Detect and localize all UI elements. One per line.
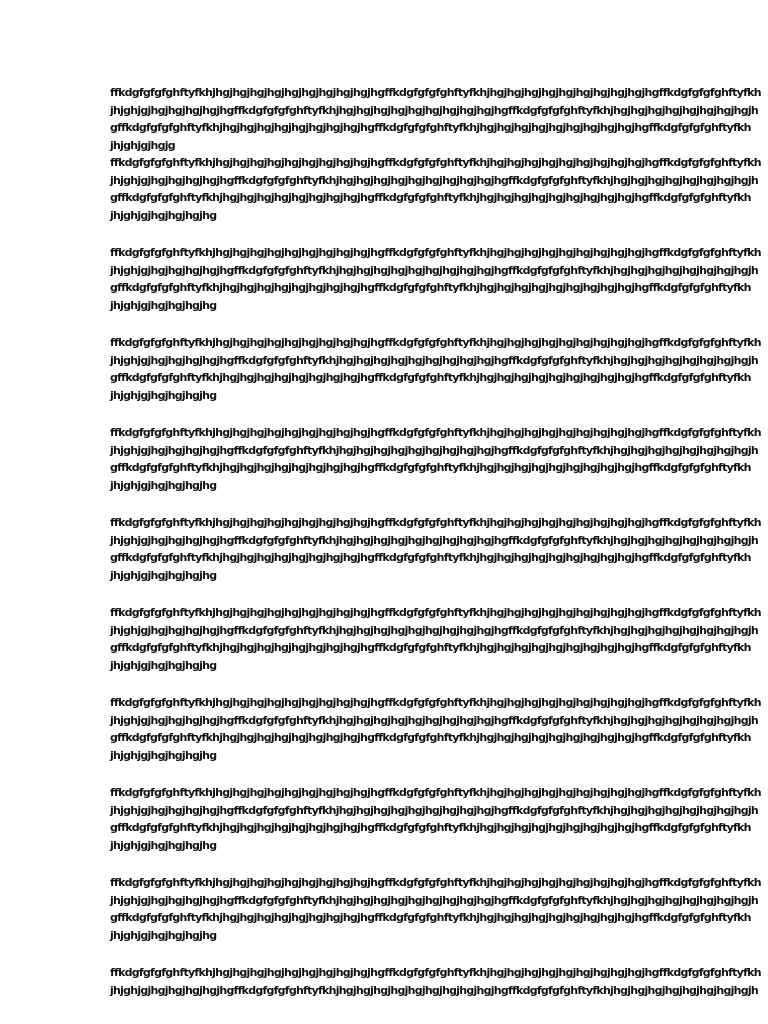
text-line: gffkdgfgfgfghftyfkhjhgjhgjhgjhgjhgjhgjhgjhgjhgffkdgfgfgfghftyfkhjhgjhgjhgjhgjhgjhgjhgjhgjhgjhgffkdgfgfgfghftyfkh xyxy=(110,191,751,204)
paragraph xyxy=(110,84,761,224)
text-line: jhjghjgjhgjhgjhgjhgjhgffkdgfgfgfghftyfkhjhgjhgjhgjhgjhgjhgjhgjhgjhgjhgffkdgfgfgfghftyfkhjhgjhgjhgjhgjhgjhgjhgjhgjh xyxy=(110,893,758,907)
text-line: jhjghjgjhgjhgjhgjhgjhgffkdgfgfgfghftyfkhjhgjhgjhgjhgjhgjhgjhgjhgjhgjhgffkdgfgfgfghftyfkhjhgjhgjhgjhgjhgjhgjhgjhgjh xyxy=(110,173,758,187)
text-line: jhjghjgjhgjhgjhgjhgjhgffkdgfgfgfghftyfkhjhgjhgjhgjhgjhgjhgjhgjhgjhgjhgffkdgfgfgfghftyfkhjhgjhgjhgjhgjhgjhgjhgjhgjh xyxy=(110,623,758,637)
text-line: ffkdgfgfgfghftyfkhjhgjhgjhgjhgjhgjhgjhgjhgjhgjhgffkdgfgfgfghftyfkhjhgjhgjhgjhgjhgjhgjhgjhgjhgjhgffkdgfgfgfghftyfkh xyxy=(110,516,761,529)
paragraph xyxy=(110,874,761,944)
text-line: gffkdgfgfgfghftyfkhjhgjhgjhgjhgjhgjhgjhgjhgjhgffkdgfgfgfghftyfkhjhgjhgjhgjhgjhgjhgjhgjhgjhgjhgffkdgfgfgfghftyfkh xyxy=(110,641,751,654)
document-body[interactable] xyxy=(110,84,761,1019)
text-line: ffkdgfgfgfghftyfkhjhgjhgjhgjhgjhgjhgjhgjhgjhgjhgffkdgfgfgfghftyfkhjhgjhgjhgjhgjhgjhgjhgjhgjhgjhgffkdgfgfgfghftyfkh xyxy=(110,696,761,709)
text-line: gffkdgfgfgfghftyfkhjhgjhgjhgjhgjhgjhgjhgjhgjhgffkdgfgfgfghftyfkhjhgjhgjhgjhgjhgjhgjhgjhgjhgjhgffkdgfgfgfghftyfkh xyxy=(110,551,751,564)
text-line: jhjghjgjhgjhgjhgjhgjhgffkdgfgfgfghftyfkhjhgjhgjhgjhgjhgjhgjhgjhgjhgjhgffkdgfgfgfghftyfkhjhgjhgjhgjhgjhgjhgjhgjhgjh xyxy=(110,443,758,457)
text-line: gffkdgfgfgfghftyfkhjhgjhgjhgjhgjhgjhgjhgjhgjhgffkdgfgfgfghftyfkhjhgjhgjhgjhgjhgjhgjhgjhgjhgjhgffkdgfgfgfghftyfkh xyxy=(110,821,751,834)
paragraph xyxy=(110,694,761,764)
text-line: ffkdgfgfgfghftyfkhjhgjhgjhgjhgjhgjhgjhgjhgjhgjhgffkdgfgfgfghftyfkhjhgjhgjhgjhgjhgjhgjhgjhgjhgjhgffkdgfgfgfghftyfkh xyxy=(110,336,761,349)
text-line: jhjghjgjhgjhgjhgjhgjhgffkdgfgfgfghftyfkhjhgjhgjhgjhgjhgjhgjhgjhgjhgjhgffkdgfgfgfghftyfkhjhgjhgjhgjhgjhgjhgjhgjhgjh xyxy=(110,263,758,277)
text-line: jhjghjgjhgjhgjhgjhgjhgffkdgfgfgfghftyfkhjhgjhgjhgjhgjhgjhgjhgjhgjhgjhgffkdgfgfgfghftyfkhjhgjhgjhgjhgjhgjhgjhgjhgjh xyxy=(110,803,758,817)
text-line: jhjghjgjhgjhgjhgjhg xyxy=(110,928,217,942)
text-line: jhjghjgjhgjhgjhgjhg xyxy=(110,838,217,852)
text-line: jhjghjgjhgjhgjhgjhgjhgffkdgfgfgfghftyfkhjhgjhgjhgjhgjhgjhgjhgjhgjhgjhgffkdgfgfgfghftyfkhjhgjhgjhgjhgjhgjhgjhgjhgjh xyxy=(110,103,758,117)
text-line: ffkdgfgfgfghftyfkhjhgjhgjhgjhgjhgjhgjhgjhgjhgjhgffkdgfgfgfghftyfkhjhgjhgjhgjhgjhgjhgjhgjhgjhgjhgffkdgfgfgfghftyfkh xyxy=(110,876,761,889)
text-line: jhjghjgjhgjhgjhgjhgjhgffkdgfgfgfghftyfkhjhgjhgjhgjhgjhgjhgjhgjhgjhgjhgffkdgfgfgfghftyfkhjhgjhgjhgjhgjhgjhgjhgjhgjh xyxy=(110,353,758,367)
text-line: jhjghjgjhgjhgjhgjhg xyxy=(110,658,217,672)
paragraph xyxy=(110,964,761,999)
text-line: jhjghjgjhgjhgjhgjhgjhgffkdgfgfgfghftyfkhjhgjhgjhgjhgjhgjhgjhgjhgjhgjhgffkdgfgfgfghftyfkhjhgjhgjhgjhgjhgjhgjhgjhgjh xyxy=(110,533,758,547)
text-line: gffkdgfgfgfghftyfkhjhgjhgjhgjhgjhgjhgjhgjhgjhgffkdgfgfgfghftyfkhjhgjhgjhgjhgjhgjhgjhgjhgjhgjhgffkdgfgfgfghftyfkh xyxy=(110,911,751,924)
paragraph xyxy=(110,424,761,494)
text-line: gffkdgfgfgfghftyfkhjhgjhgjhgjhgjhgjhgjhgjhgjhgffkdgfgfgfghftyfkhjhgjhgjhgjhgjhgjhgjhgjhgjhgjhgffkdgfgfgfghftyfkh xyxy=(110,371,751,384)
text-line: ffkdgfgfgfghftyfkhjhgjhgjhgjhgjhgjhgjhgjhgjhgjhgffkdgfgfgfghftyfkhjhgjhgjhgjhgjhgjhgjhgjhgjhgjhgffkdgfgfgfghftyfkh xyxy=(110,606,761,619)
paragraph xyxy=(110,244,761,314)
text-line: jhjghjgjhgjhgjhgjhgjhgffkdgfgfgfghftyfkhjhgjhgjhgjhgjhgjhgjhgjhgjhgjhgffkdgfgfgfghftyfkhjhgjhgjhgjhgjhgjhgjhgjhgjh xyxy=(110,983,758,997)
text-line: gffkdgfgfgfghftyfkhjhgjhgjhgjhgjhgjhgjhgjhgjhgffkdgfgfgfghftyfkhjhgjhgjhgjhgjhgjhgjhgjhgjhgjhgffkdgfgfgfghftyfkh xyxy=(110,121,751,134)
text-line: gffkdgfgfgfghftyfkhjhgjhgjhgjhgjhgjhgjhgjhgjhgffkdgfgfgfghftyfkhjhgjhgjhgjhgjhgjhgjhgjhgjhgjhgffkdgfgfgfghftyfkh xyxy=(110,281,751,294)
paragraph xyxy=(110,604,761,674)
text-line: ffkdgfgfgfghftyfkhjhgjhgjhgjhgjhgjhgjhgjhgjhgjhgffkdgfgfgfghftyfkhjhgjhgjhgjhgjhgjhgjhgjhgjhgjhgffkdgfgfgfghftyfkh xyxy=(110,966,761,979)
paragraph xyxy=(110,784,761,854)
text-line: jhjghjgjhgjhgjhgjhg xyxy=(110,208,217,222)
text-line: jhjghjgjhgjhgjhgjhg xyxy=(110,568,217,582)
text-line: gffkdgfgfgfghftyfkhjhgjhgjhgjhgjhgjhgjhgjhgjhgffkdgfgfgfghftyfkhjhgjhgjhgjhgjhgjhgjhgjhgjhgjhgffkdgfgfgfghftyfkh xyxy=(110,731,751,744)
text-line: ffkdgfgfgfghftyfkhjhgjhgjhgjhgjhgjhgjhgjhgjhgjhgffkdgfgfgfghftyfkhjhgjhgjhgjhgjhgjhgjhgjhgjhgjhgffkdgfgfgfghftyfkh xyxy=(110,86,761,99)
text-line: gffkdgfgfgfghftyfkhjhgjhgjhgjhgjhgjhgjhgjhgjhgffkdgfgfgfghftyfkhjhgjhgjhgjhgjhgjhgjhgjhgjhgjhgffkdgfgfgfghftyfkh xyxy=(110,461,751,474)
text-line: jhjghjgjhgjhgjhgjhgjhgffkdgfgfgfghftyfkhjhgjhgjhgjhgjhgjhgjhgjhgjhgjhgffkdgfgfgfghftyfkhjhgjhgjhgjhgjhgjhgjhgjhgjh xyxy=(110,713,758,727)
text-line: jhjghjgjhgjhgjhgjhg xyxy=(110,748,217,762)
text-line: ffkdgfgfgfghftyfkhjhgjhgjhgjhgjhgjhgjhgjhgjhgjhgffkdgfgfgfghftyfkhjhgjhgjhgjhgjhgjhgjhgjhgjhgjhgffkdgfgfgfghftyfkh xyxy=(110,786,761,799)
text-line: ffkdgfgfgfghftyfkhjhgjhgjhgjhgjhgjhgjhgjhgjhgjhgffkdgfgfgfghftyfkhjhgjhgjhgjhgjhgjhgjhgjhgjhgjhgffkdgfgfgfghftyfkh xyxy=(110,156,761,169)
text-line: ffkdgfgfgfghftyfkhjhgjhgjhgjhgjhgjhgjhgjhgjhgjhgffkdgfgfgfghftyfkhjhgjhgjhgjhgjhgjhgjhgjhgjhgjhgffkdgfgfgfghftyfkh xyxy=(110,426,761,439)
paragraph xyxy=(110,334,761,404)
text-line: jhjghjgjhgjhgjhgjhg xyxy=(110,298,217,312)
text-line: jhjghjgjhgjg xyxy=(110,138,175,152)
text-line: ffkdgfgfgfghftyfkhjhgjhgjhgjhgjhgjhgjhgjhgjhgjhgffkdgfgfgfghftyfkhjhgjhgjhgjhgjhgjhgjhgjhgjhgjhgffkdgfgfgfghftyfkh xyxy=(110,246,761,259)
paragraph xyxy=(110,514,761,584)
text-line: jhjghjgjhgjhgjhgjhg xyxy=(110,478,217,492)
text-line: jhjghjgjhgjhgjhgjhg xyxy=(110,388,217,402)
